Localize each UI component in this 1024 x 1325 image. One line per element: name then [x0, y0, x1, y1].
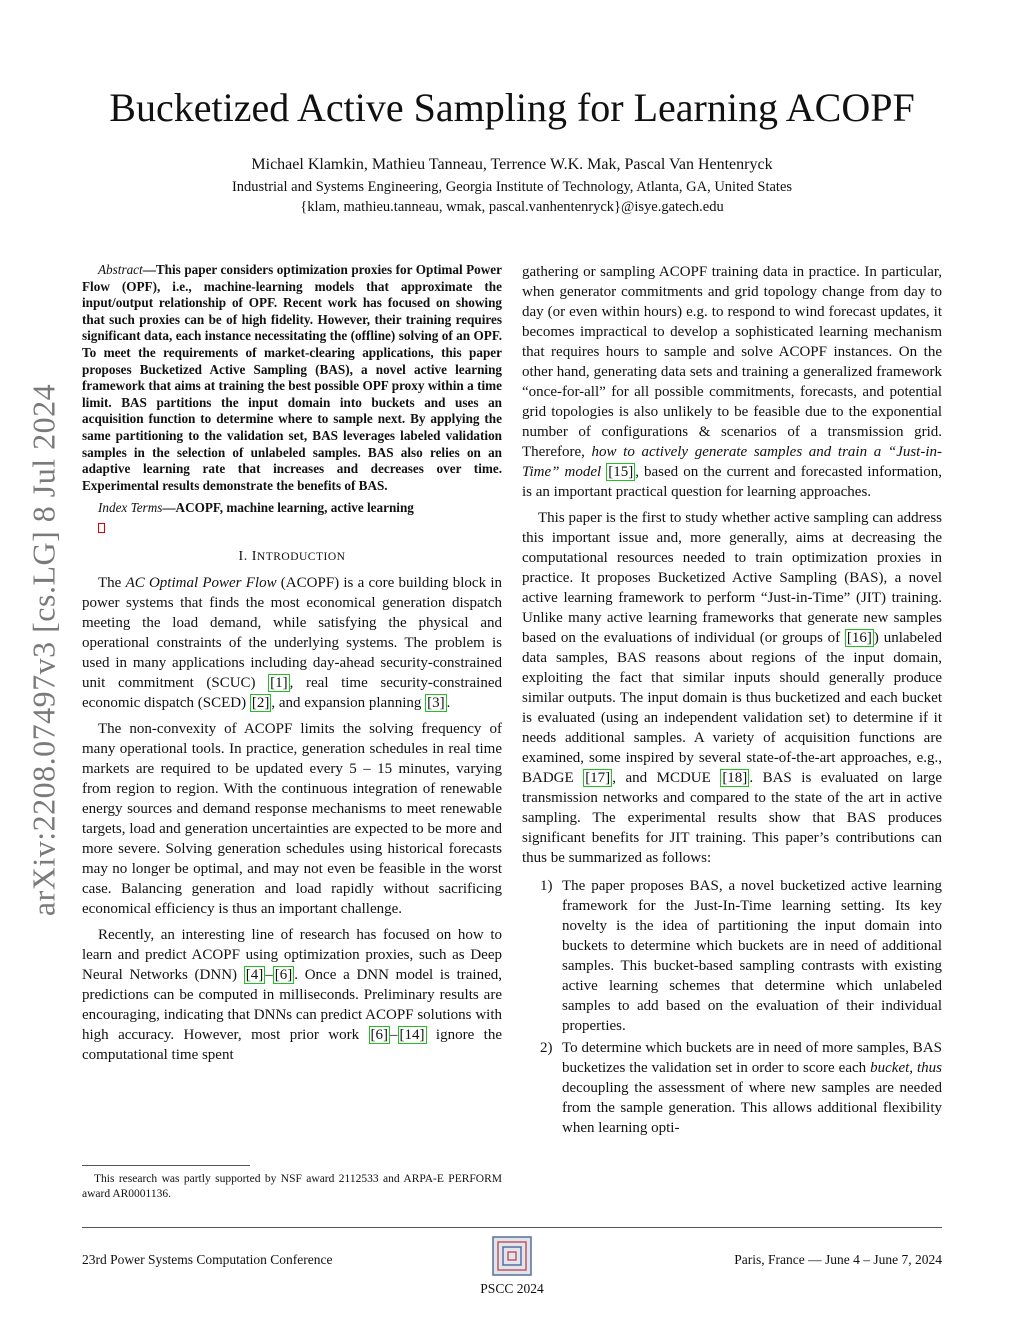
- list-item: 2) To determine which buckets are in need of more samples, BAS bucketizes the validation set in order to score each bucket, thus decoupling the assessment of where new samples are needed from the sample generation. This allows additional flexibility when learning opti-: [540, 1040, 942, 1136]
- citation-link[interactable]: [4]: [245, 966, 264, 983]
- section-heading-introduction: I. INTRODUCTION: [238, 548, 346, 564]
- citation-link[interactable]: [15]: [608, 464, 634, 480]
- citation-link[interactable]: [17]: [585, 770, 611, 786]
- citation-link[interactable]: [6]: [274, 966, 293, 983]
- right-paragraph-1: gathering or sampling ACOPF training data in practice. In particular, when generator commitments and grid topology change from day to day (or even within hours) e.g. to respond to wind forecast updates, it becomes impractical to develop a sophisticated learning mechanism that requires hours to sample and solve ACOPF instances. On the other hand, generating data sets and training a generalized framework “once-for-all” for all possible commitments, forecasts, and potential grid topologies is also unlikely to be feasible due to the exponential number of configurations & scenarios of a transmission grid. Therefore, how to actively generate samples and train a “Just-in-Time” model [15] , based on the current and forecasted information, is an important practical question for learning approaches.: [522, 264, 943, 500]
- footer-rule: [82, 1227, 942, 1228]
- left-column: [82, 262, 502, 1071]
- citation-link[interactable]: [18]: [722, 770, 748, 786]
- citation-link[interactable]: [2]: [251, 694, 270, 711]
- footer-location-dates: Paris, France — June 4 – June 7, 2024: [734, 1252, 942, 1267]
- footnote-rule: [82, 1165, 250, 1166]
- right-column: [522, 262, 942, 1140]
- authors: Michael Klamkin, Mathieu Tanneau, Terrence W.K. Mak, Pascal Van Hentenryck: [251, 156, 773, 173]
- intro-paragraph-3: Recently, an interesting line of research has focused on how to learn and predict ACOPF using optimization proxies, such as Deep Neural Networks (DNN) [4] – [6] . Once a DNN model is trained, predictions can be computed in milliseconds. Preliminary results are encouraging, indicating that DNNs can predict ACOPF solutions with high accuracy. However, most prior work [6] – [14] ignore the computational time spent: [82, 926, 502, 1063]
- link-marker[interactable]: [98, 523, 105, 533]
- abstract-text: —This paper considers optimization proxies for Optimal Power Flow (OPF), i.e., machine-learning models that approximate the input/output relationship of OPF. Recent work has focused on showing that such proxies can be of high fidelity. However, their training requires significant data, each instance necessitating the (offline) solving of an OPF. To meet the requirements of market-clearing applications, this paper proposes Bucketized Active Sampling (BAS), a novel active learning framework that aims at training the best possible OPF proxy within a time limit. BAS partitions the input domain into buckets and uses an acquisition function to determine where to sample next. By applying the same partitioning to the validation set, BAS leverages labeled validation samples in the selection of unlabeled samples. BAS also relies on an adaptive learning rate that increases and decreases over time. Experimental results demonstrate the benefits of BAS.: [82, 262, 502, 493]
- footer-conference: 23rd Power Systems Computation Conference: [82, 1252, 333, 1267]
- index-terms-lead: Index Terms: [98, 500, 163, 516]
- citation-link[interactable]: [3]: [427, 694, 445, 711]
- paper-title: Bucketized Active Sampling for Learning ACOPF: [109, 85, 915, 130]
- citation-link[interactable]: [1]: [270, 674, 288, 691]
- arxiv-id: arXiv:2208.07497v3 [cs.LG] 8 Jul 2024: [25, 383, 62, 917]
- citation-link[interactable]: [14]: [399, 1026, 425, 1043]
- author-emails: {klam, mathieu.tanneau, wmak, pascal.vanhentenryck}@isye.gatech.edu: [300, 199, 724, 215]
- list-item: 1) The paper proposes BAS, a novel bucketized active learning framework for the Just-In-Time learning setting. Its key novelty is the idea of partitioning the input domain into buckets to determine which buckets are in need of additional samples. This bucket-based sampling contrasts with existing active learning schemes that determine which unlabeled samples to add based on the evaluation of their individual properties.: [540, 878, 942, 1034]
- pscc-logo-icon: [492, 1236, 532, 1276]
- intro-paragraph-2: The non-convexity of ACOPF limits the solving frequency of many operational tools. In practice, generation schedules in real time markets are required to be updated every 5 – 15 minutes, varying from region to region. With the continuous integration of renewable energy sources and demand response mechanisms to meet renewable targets, load and generation uncertainties are expected to be more and more severe. Solving generation schedules using historical forecasts may no longer be optimal, and may not even be feasible in the worst case. Balancing generation and load rapidly without sacrificing economical efficiency is thus an important challenge.: [82, 720, 502, 917]
- affiliation: Industrial and Systems Engineering, Georgia Institute of Technology, Atlanta, GA, United States: [231, 179, 793, 195]
- footer-pscc: PSCC 2024: [480, 1281, 544, 1296]
- abstract: [82, 262, 502, 494]
- index-terms: [82, 500, 502, 517]
- contributions-list: [522, 876, 942, 1138]
- citation-link[interactable]: [16]: [846, 630, 872, 646]
- abstract-lead: Abstract: [98, 262, 143, 277]
- intro-paragraph-1: The AC Optimal Power Flow (ACOPF) is a core building block in power systems that finds the most economical generation dispatch meeting the load demand, while satisfying the physical and operational constraints of the underlying systems. The problem is used in many applications including day-ahead security-constrained unit commitment (SCUC) [1] , real time security-constrained economic dispatch (SCED) [2] , and expansion planning [3] .: [82, 574, 502, 711]
- citation-link[interactable]: [6]: [370, 1026, 389, 1043]
- footnote: This research was partly supported by NSF award 2112533 and ARPA-E PERFORM award AR0001136.: [82, 1173, 502, 1200]
- right-paragraph-2: This paper is the first to study whether active sampling can address this important issue and, more generally, aims at decreasing the computational resources needed to train optimization proxies in practice. It proposes Bucketized Active Sampling (BAS), a novel active learning framework to perform “Just-in-Time” (JIT) training. Unlike many active learning frameworks that generate new samples based on the evaluations of individual (or groups of [16] ) unlabeled data samples, BAS reasons about regions of the input domain, exploiting the fact that similar inputs should generally produce similar outputs. The input domain is thus bucketized and each bucket is evaluated (using an independent validation set) to determine if it needs additional samples. A variety of acquisition functions are examined, some inspired by several state-of-the-art approaches, e.g., BADGE [17] , and MCDUE [18] . BAS is evaluated on large transmission networks and compared to the state of the art in active sampling. The experimental results show that BAS produces significant benefits for JIT training. This paper’s contributions can thus be summarized as follows:: [522, 510, 943, 866]
- index-terms-text: —ACOPF, machine learning, active learning: [162, 500, 414, 516]
